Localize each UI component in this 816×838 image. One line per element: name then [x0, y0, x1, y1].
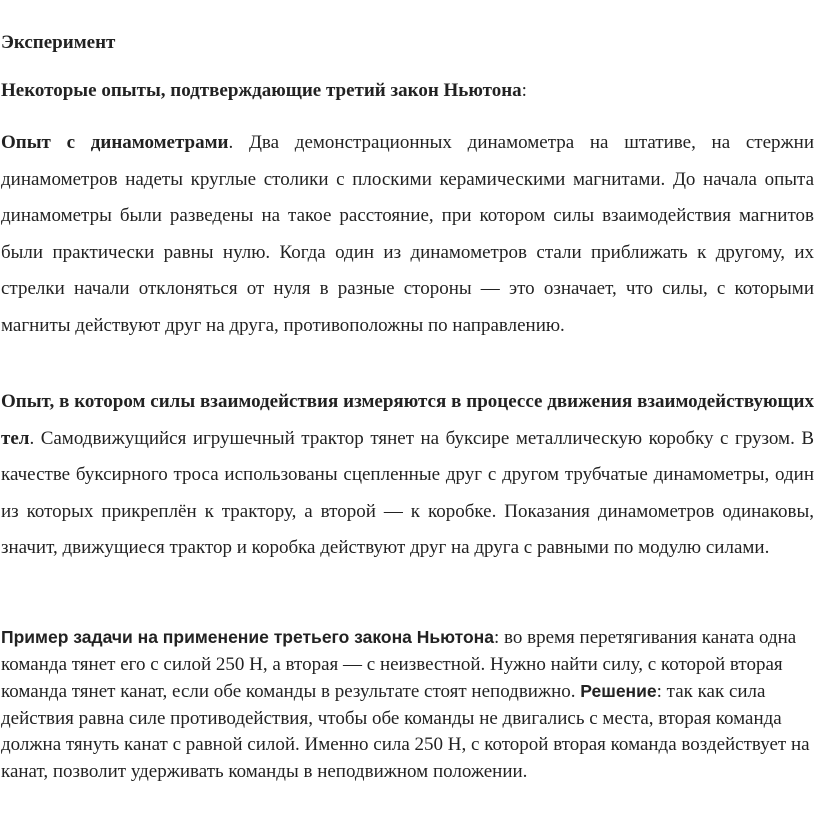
section-heading: [1, 79, 527, 103]
paragraph-motion-experiment: [1, 384, 814, 567]
paragraph-example-problem: [1, 624, 816, 786]
section-heading-text: Некоторые опыты, подтверждающие третий закон Ньютона: [1, 80, 522, 101]
solution-text: : так как сила действия равна силе противодействия, чтобы обе команды не двигались с места, вторая команда должна тянуть канат с равной силой. Именно сила 250 Н, с которой вторая команда воздействует на канат, позволит удерживать команды в неподвижном положении.: [1, 681, 810, 782]
example-problem-lead: Пример задачи на применение третьего закона Ньютона: [1, 627, 494, 647]
paragraph-motion-text: . Самодвижущийся игрушечный трактор тянет на буксире металлическую коробку с грузом. В качестве буксирного троса использованы сцепленные друг с другом трубчатые динамометры, один из которых прикреплён к трактору, а второй — к коробке. Показания динамометров одинаковы, значит, движущиеся трактор и коробка действуют друг на друга с равными по модулю силами.: [1, 427, 814, 559]
section-heading-colon: :: [521, 80, 527, 101]
paragraph-dynamometers-lead: Опыт с динамометрами: [1, 132, 229, 153]
paragraph-dynamometers: [1, 125, 814, 345]
example-problem-text: : во время перетягивания каната одна команда тянет его с силой 250 Н, а вторая — с неизвестной. Нужно найти силу, с которой вторая команда тянет канат, если обе команды в результате стоят неподвижно.: [1, 627, 797, 703]
paragraph-motion-lead: Опыт, в котором силы взаимодействия измеряются в процессе движения взаимодействующих тел: [1, 391, 814, 449]
document-title: Эксперимент: [1, 32, 116, 53]
paragraph-dynamometers-text: . Два демонстрационных динамометра на штативе, на стержни динамометров надеты круглые столики с плоскими керамическими магнитами. До начала опыта динамометры были разведены на такое расстояние, при котором силы взаимодействия магнитов были практически равны нулю. Когда один из динамометров стали приближать к другому, их стрелки начали отклоняться от нуля в разные стороны — это означает, что силы, с которыми магниты действуют друг на друга, противоположны по направлению.: [1, 132, 814, 336]
solution-lead: Решение: [580, 681, 657, 702]
